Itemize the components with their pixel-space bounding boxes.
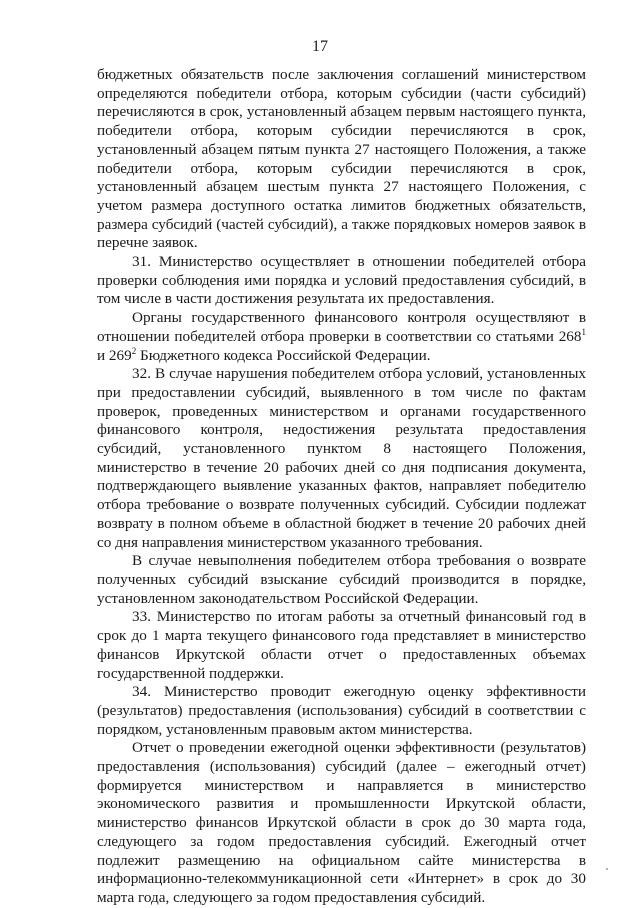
- paragraph-item-34: 34. Министерство проводит ежегодную оценку эффективности (результатов) предоставления (использования) субсидий в соответствии с порядком, установленным правовым актом министерства.: [97, 683, 586, 738]
- paragraph-refund-enforcement: В случае невыполнения победителем отбора требования о возврате полученных субсидий взыскание субсидий производится в порядке, установленном законодательством Российской Федерации.: [97, 552, 586, 607]
- page-number: 17: [312, 38, 328, 55]
- paragraph-financial-control: [97, 309, 586, 365]
- paragraph-continuation: бюджетных обязательств после заключения соглашений министерством определяются победители отбора, которым субсидии (части субсидий) перечисляются в срок, установленный абзацем первым настоящего пункта, победители отбора, которым субсидии перечисляются в срок, установленный абзацем пятым пункта 27 настоящего Положения, а также победители отбора, которым субсидии перечисляются в срок, установленный абзацем шестым пункта 27 настоящего Положения, с учетом размера доступного остатка лимитов бюджетных обязательств, размера субсидий (частей субсидий), а также порядковых номеров заявок в перечне заявок.: [97, 66, 586, 252]
- paragraph-item-33: 33. Министерство по итогам работы за отчетный финансовый год в срок до 1 марта текущего финансового года представляет в министерство финансов Иркутской области отчет о предоставленных объемах государственной поддержки.: [97, 608, 586, 682]
- document-body: [97, 66, 586, 908]
- paragraph-annual-report: Отчет о проведении ежегодной оценки эффективности (результатов) предоставления (использования) субсидий (далее – ежегодный отчет) формируется министерством и направляется в министерство экономического развития и промышленности Иркутской области, министерство финансов Иркутской области в срок до 30 марта года, следующего за годом предоставления субсидий. Ежегодный отчет подлежит размещению на официальном сайте министерства в информационно-телекоммуникационной сети «Интернет» в срок до 30 марта года, следующего за годом предоставления субсидий.: [97, 739, 586, 906]
- text-segment: и 269: [97, 346, 132, 364]
- paragraph-item-31: 31. Министерство осуществляет в отношении победителей отбора проверки соблюдения ими порядка и условий предоставления субсидий, в том числе в части достижения результата их предоставления.: [97, 253, 586, 308]
- superscript: 2: [131, 345, 137, 356]
- scan-speck: [606, 868, 608, 870]
- paragraph-item-32: 32. В случае нарушения победителем отбора условий, установленных при предоставлении субсидий, выявленного в том числе по фактам проверок, проведенных министерством и органами государственного финансового контроля, недостижения результата предоставления субсидий, установленного пунктом 8 настоящего Положения, министерство в течение 20 рабочих дней со дня подписания документа, подтверждающего выявление указанных фактов, направляет победителю отбора требование о возврате полученных субсидий. Субсидии подлежат возврату в полном объеме в областной бюджет в течение 20 рабочих дней со дня направления министерством указанного требования.: [97, 365, 586, 551]
- superscript: 1: [581, 326, 586, 337]
- text-segment: Органы государственного финансового контроля осуществляют в отношении победителей отбора проверки в соответствии со статьями 268: [97, 309, 586, 345]
- text-segment: Бюджетного кодекса Российской Федерации.: [136, 346, 431, 364]
